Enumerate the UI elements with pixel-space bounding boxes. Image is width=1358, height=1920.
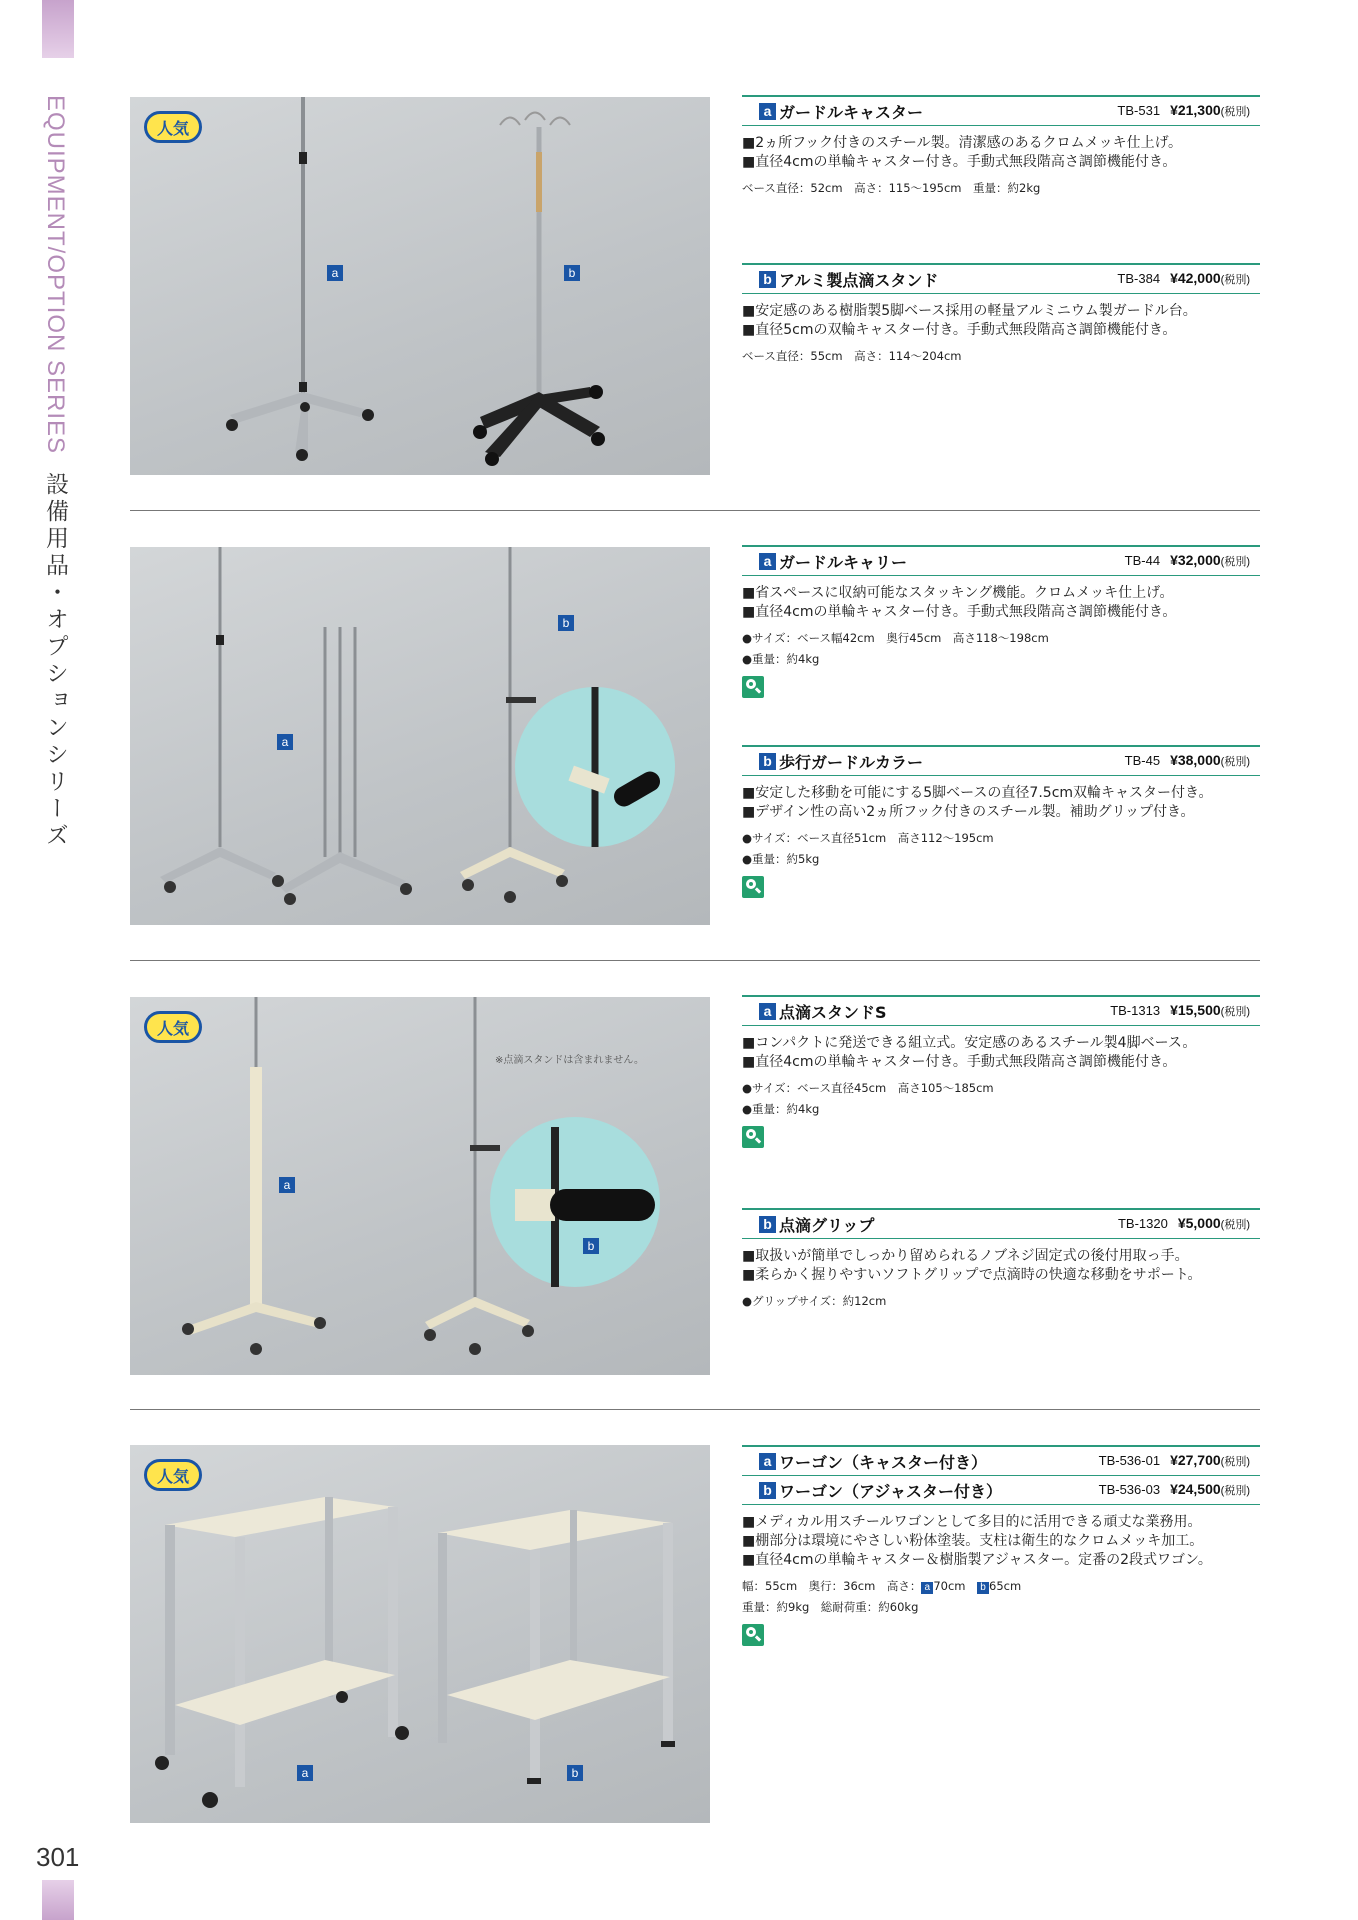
product-name: 歩行ガードルカラー <box>779 752 924 772</box>
product-letter: b <box>759 271 776 288</box>
product-description <box>742 302 1260 340</box>
product-code: TB-536-01 <box>1098 1453 1161 1468</box>
spec-line: 重量：約9kg 総耐荷重：約60kg <box>742 1600 919 1614</box>
description-line: ■直径4cmの単輪キャスター付き。手動式無段階高さ調節機能付き。 <box>742 154 1177 170</box>
spec-line: ●サイズ：ベース幅42cm 奥行45cm 高さ118〜198cm <box>742 631 1049 645</box>
product-block-p4 <box>742 1445 1260 1646</box>
product-spec <box>742 628 1260 670</box>
product-title-bar <box>742 745 1260 776</box>
product-name: アルミ製点滴スタンド <box>779 270 939 290</box>
product-title-bar <box>742 1208 1260 1239</box>
product-letter: a <box>759 1453 776 1470</box>
product-description <box>742 784 1260 822</box>
product-name: ガードルキャリー <box>779 552 908 572</box>
product-code: TB-1320 <box>1117 1216 1168 1231</box>
product-title-bar <box>742 995 1260 1026</box>
product-spec <box>742 1078 1260 1120</box>
description-line: ■デザイン性の高い2ヵ所フック付きのスチール製。補助グリップ付き。 <box>742 804 1195 820</box>
product-price: ¥38,000 <box>1170 752 1221 768</box>
product-price: ¥21,300 <box>1170 102 1221 118</box>
product-tax: (税別) <box>1220 1485 1250 1497</box>
product-tax: (税別) <box>1220 1006 1250 1018</box>
photo-tag-a: a <box>277 734 293 750</box>
photo-iv-stands-2 <box>130 547 710 925</box>
popular-badge: 人気 <box>144 111 202 143</box>
description-line: ■直径4cmの単輪キャスター付き。手動式無段階高さ調節機能付き。 <box>742 604 1177 620</box>
product-letter: a <box>759 553 776 570</box>
zoom-icon[interactable] <box>742 676 764 698</box>
stand-illustration <box>130 547 710 925</box>
product-letter: b <box>759 753 776 770</box>
zoom-icon[interactable] <box>742 1126 764 1148</box>
description-line: ■直径5cmの双輪キャスター付き。手動式無段階高さ調節機能付き。 <box>742 322 1177 338</box>
description-line: ■2ヵ所フック付きのスチール製。清潔感のあるクロムメッキ仕上げ。 <box>742 135 1183 151</box>
product-block-p3b <box>742 1208 1260 1312</box>
photo-iv-stands-3 <box>130 997 710 1375</box>
spec-letter-a: a <box>921 1582 933 1594</box>
product-description <box>742 134 1260 172</box>
description-line: ■取扱いが簡単でしっかり留められるノブネジ固定式の後付用取っ手。 <box>742 1248 1189 1264</box>
spec-height-b: 65cm <box>989 1579 1022 1593</box>
photo-note: ※点滴スタンドは含まれません。 <box>495 1055 644 1066</box>
description-line: ■柔らかく握りやすいソフトグリップで点滴時の快適な移動をサポート。 <box>742 1267 1202 1283</box>
side-label-jp: 設備用品・オプションシリーズ <box>42 471 68 850</box>
product-name: ワーゴン（アジャスター付き） <box>779 1481 1003 1501</box>
product-code: TB-44 <box>1124 553 1161 568</box>
product-letter: b <box>759 1216 776 1233</box>
photo-tag-a: a <box>327 265 343 281</box>
stand-illustration <box>130 97 710 475</box>
spec-line <box>742 1576 1260 1597</box>
product-price: ¥15,500 <box>1170 1002 1221 1018</box>
photo-tag-a: a <box>297 1765 313 1781</box>
side-color-bar-top <box>42 0 74 58</box>
product-letter: a <box>759 1003 776 1020</box>
product-block-p1a <box>742 95 1260 199</box>
product-tax: (税別) <box>1220 1456 1250 1468</box>
photo-iv-stands-1 <box>130 97 710 475</box>
product-spec <box>742 346 1260 367</box>
side-color-bar-bottom <box>42 1880 74 1920</box>
product-tax: (税別) <box>1220 274 1250 286</box>
product-price: ¥27,700 <box>1170 1452 1221 1468</box>
product-description <box>742 1247 1260 1285</box>
side-series-label <box>44 95 72 850</box>
product-name: 点滴スタンドS <box>779 1002 887 1022</box>
product-code: TB-384 <box>1117 271 1161 286</box>
spec-line: ベース直径：55cm 高さ：114〜204cm <box>742 349 962 363</box>
description-line: ■安定感のある樹脂製5脚ベース採用の軽量アルミニウム製ガードル台。 <box>742 303 1197 319</box>
spec-letter-b: b <box>977 1582 989 1594</box>
product-tax: (税別) <box>1220 556 1250 568</box>
product-spec <box>742 178 1260 199</box>
spec-line: ●グリップサイズ：約12cm <box>742 1294 887 1308</box>
product-tax: (税別) <box>1220 756 1250 768</box>
description-line: ■直径4cmの単輪キャスター付き。手動式無段階高さ調節機能付き。 <box>742 1054 1177 1070</box>
product-spec <box>742 1291 1260 1312</box>
product-tax: (税別) <box>1220 106 1250 118</box>
photo-tag-a: a <box>279 1177 295 1193</box>
section-divider <box>130 1409 1260 1410</box>
zoom-icon[interactable] <box>742 1624 764 1646</box>
product-spec <box>742 828 1260 870</box>
spec-line: ●重量：約5kg <box>742 852 820 866</box>
product-tax: (税別) <box>1220 1219 1250 1231</box>
photo-tag-b: b <box>567 1765 583 1781</box>
spec-line: ●サイズ：ベース直径45cm 高さ105〜185cm <box>742 1081 994 1095</box>
product-code: TB-45 <box>1124 753 1161 768</box>
product-name: ワーゴン（キャスター付き） <box>779 1452 988 1472</box>
zoom-icon[interactable] <box>742 876 764 898</box>
page-number: 301 <box>36 1842 80 1872</box>
product-block-p2b <box>742 745 1260 898</box>
product-block-p3a <box>742 995 1260 1148</box>
product-block-p1b <box>742 263 1260 367</box>
product-name: ガードルキャスター <box>779 102 924 122</box>
product-name: 点滴グリップ <box>779 1215 875 1235</box>
product-description <box>742 584 1260 622</box>
side-label-en: EQUIPMENT/OPTION SERIES <box>42 95 69 455</box>
product-description <box>742 1034 1260 1072</box>
product-price: ¥24,500 <box>1170 1481 1221 1497</box>
product-title-bar <box>742 545 1260 576</box>
product-title-bar-b <box>742 1476 1260 1505</box>
product-title-bar <box>742 263 1260 294</box>
photo-tag-b: b <box>564 265 580 281</box>
spec-line: ベース直径：52cm 高さ：115〜195cm 重量：約2kg <box>742 181 1041 195</box>
product-title-bar-a <box>742 1445 1260 1476</box>
spec-line: ●サイズ：ベース直径51cm 高さ112〜195cm <box>742 831 994 845</box>
product-price: ¥5,000 <box>1177 1215 1221 1231</box>
product-block-p2a <box>742 545 1260 698</box>
description-line: ■コンパクトに発送できる組立式。安定感のあるスチール製4脚ベース。 <box>742 1035 1197 1051</box>
product-description <box>742 1513 1260 1570</box>
product-code: TB-536-03 <box>1098 1482 1161 1497</box>
description-line: ■安定した移動を可能にする5脚ベースの直径7.5cm双輪キャスター付き。 <box>742 785 1213 801</box>
product-letter: a <box>759 103 776 120</box>
popular-badge: 人気 <box>144 1011 202 1043</box>
product-letter: b <box>759 1482 776 1499</box>
product-code: TB-531 <box>1117 103 1161 118</box>
spec-prefix: 幅：55cm 奥行：36cm 高さ： <box>742 1579 922 1593</box>
spec-line: ●重量：約4kg <box>742 652 820 666</box>
product-title-bar <box>742 95 1260 126</box>
popular-badge: 人気 <box>144 1459 202 1491</box>
description-line: ■省スペースに収納可能なスタッキング機能。クロムメッキ仕上げ。 <box>742 585 1174 601</box>
photo-wagons <box>130 1445 710 1823</box>
product-price: ¥32,000 <box>1170 552 1221 568</box>
section-divider <box>130 510 1260 511</box>
description-line: ■メディカル用スチールワゴンとして多目的に活用できる頑丈な業務用。 <box>742 1514 1202 1530</box>
description-line: ■棚部分は環境にやさしい粉体塗装。支柱は衛生的なクロムメッキ加工。 <box>742 1533 1204 1549</box>
photo-tag-b: b <box>583 1238 599 1254</box>
spec-line: ●重量：約4kg <box>742 1102 820 1116</box>
description-line: ■直径4cmの単輪キャスター＆樹脂製アジャスター。定番の2段式ワゴン。 <box>742 1552 1212 1568</box>
section-divider <box>130 960 1260 961</box>
wagon-illustration <box>130 1445 710 1823</box>
product-code: TB-1313 <box>1110 1003 1161 1018</box>
product-spec <box>742 1576 1260 1618</box>
photo-tag-b: b <box>558 615 574 631</box>
product-price: ¥42,000 <box>1170 270 1221 286</box>
spec-height-a: 70cm <box>933 1579 966 1593</box>
